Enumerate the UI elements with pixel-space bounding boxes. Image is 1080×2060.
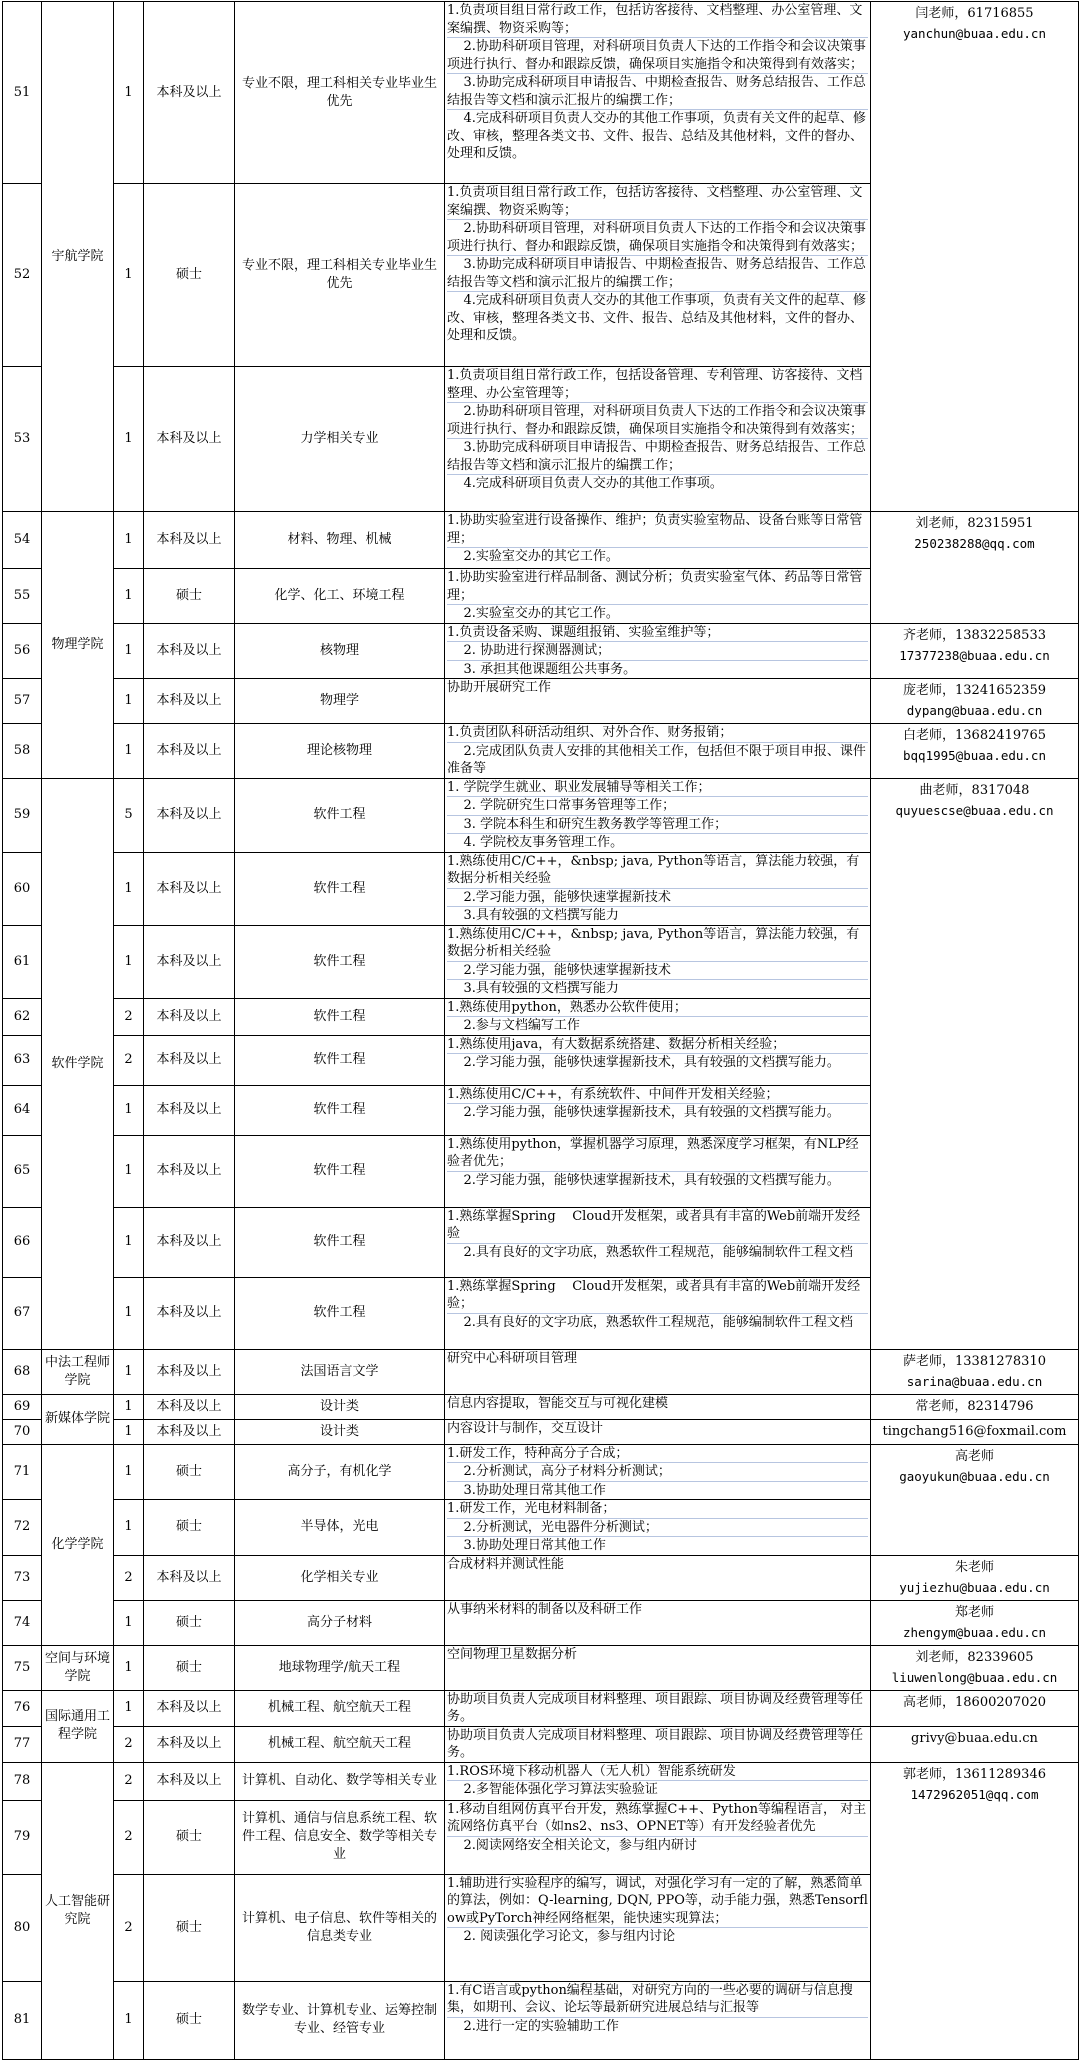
headcount-cell: 1 [114, 679, 144, 724]
contact-line: dypang@buaa.edu.cn [906, 703, 1043, 718]
table-row [3, 679, 1079, 724]
education-cell: 本科及以上 [144, 1394, 235, 1419]
major-cell: 专业不限，理工科相关专业毕业生优先 [235, 184, 445, 367]
duties-cell [445, 367, 871, 512]
row-number: 59 [3, 778, 42, 852]
major-cell: 软件工程 [235, 925, 445, 998]
department-cell: 国际通用工程学院 [42, 1690, 114, 1762]
contact-line: 庞老师，13241652359 [903, 683, 1046, 698]
major-cell: 高分子，有机化学 [235, 1444, 445, 1500]
duties-cell [445, 998, 871, 1035]
education-cell: 本科及以上 [144, 2, 235, 184]
headcount-cell: 2 [114, 1762, 144, 1800]
contact-cell [871, 1690, 1079, 1726]
education-cell: 本科及以上 [144, 679, 235, 724]
contact-cell [871, 2, 1079, 512]
headcount-cell: 2 [114, 1800, 144, 1874]
duties-cell [445, 1981, 871, 2059]
major-cell: 半导体，光电 [235, 1500, 445, 1556]
department-cell: 新媒体学院 [42, 1394, 114, 1444]
education-cell: 硕士 [144, 1444, 235, 1500]
headcount-cell: 1 [114, 512, 144, 569]
major-cell: 材料、物理、机械 [235, 512, 445, 569]
contact-line: 齐老师，13832258533 [903, 627, 1046, 643]
major-cell: 设计类 [235, 1394, 445, 1419]
contact-line: gaoyukun@buaa.edu.cn [899, 1468, 1050, 1484]
duty-line: 2.学习能力强，能够快速掌握新技术，具有较强的文档撰写能力。 [447, 1105, 840, 1120]
education-cell: 本科及以上 [144, 623, 235, 679]
duty-line: 协助项目负责人完成项目材料整理、项目跟踪、项目协调及经费管理等任务。 [447, 1691, 864, 1724]
headcount-cell: 5 [114, 778, 144, 852]
duty-line: 2.协助科研项目管理，对科研项目负责人下达的工作指令和会议决策事项进行执行、督办和跟踪反馈，确保项目实施指令和决策得到有效落实； [447, 220, 868, 256]
row-number: 58 [3, 724, 42, 779]
duty-line: 2.完成团队负责人安排的其他相关工作，包括但不限于项目申报、课件准备等 [447, 743, 866, 776]
duty-line: 1.熟练使用C/C++，&nbsp; java, Python等语言，算法能力较强，有数据分析相关经验 [447, 853, 868, 889]
duties-cell [445, 1762, 871, 1800]
duty-line: 1.负责项目组日常行政工作，包括访客接待、文档整理、办公室管理、文案编撰、物资采购等； [447, 2, 868, 38]
duty-line: 3.协助处理日常其他工作 [447, 1482, 606, 1498]
education-cell: 本科及以上 [144, 1349, 235, 1394]
contact-line: quyuescse@buaa.edu.cn [895, 802, 1054, 818]
contact-cell [871, 512, 1079, 624]
duties-cell [445, 1394, 871, 1419]
duty-line: 1.负责项目组日常行政工作，包括设备管理、专利管理、访客接待、文档整理、办公室管理等； [447, 367, 868, 403]
duty-line: 3. 承担其他课题组公共事务。 [447, 661, 637, 677]
table-row [3, 1600, 1079, 1645]
headcount-cell: 1 [114, 1085, 144, 1135]
duty-line: 3.具有较强的文档撰写能力 [447, 908, 619, 923]
headcount-cell: 1 [114, 1600, 144, 1645]
headcount-cell: 1 [114, 184, 144, 367]
duties-cell [445, 1555, 871, 1600]
duties-cell [445, 1277, 871, 1349]
headcount-cell: 1 [114, 1349, 144, 1394]
row-number: 52 [3, 184, 42, 367]
duty-line: 1.研发工作，特种高分子合成； [447, 1445, 868, 1464]
headcount-cell: 1 [114, 1277, 144, 1349]
duty-line: 3.协助完成科研项目申请报告、中期检查报告、财务总结报告、工作总结报告等文档和演示汇报片的编撰工作； [447, 256, 868, 292]
row-number: 77 [3, 1726, 42, 1762]
row-number: 67 [3, 1277, 42, 1349]
duties-cell [445, 1645, 871, 1690]
major-cell: 软件工程 [235, 1085, 445, 1135]
contact-cell [871, 1600, 1079, 1645]
table-row [3, 778, 1079, 852]
row-number: 65 [3, 1135, 42, 1207]
duty-line: 3. 学院本科生和研究生教务教学等管理工作； [447, 816, 868, 835]
major-cell: 高分子材料 [235, 1600, 445, 1645]
duty-line: 2.参与文档编写工作 [447, 1018, 580, 1033]
row-number: 75 [3, 1645, 42, 1690]
row-number: 60 [3, 852, 42, 925]
row-number: 66 [3, 1207, 42, 1277]
table-row [3, 1349, 1079, 1394]
headcount-cell: 1 [114, 925, 144, 998]
duty-line: 2. 学院研究生口常事务管理等工作； [447, 797, 868, 816]
duty-line: 2.实验室交办的其它工作。 [447, 549, 619, 564]
major-cell: 理论核物理 [235, 724, 445, 779]
education-cell: 本科及以上 [144, 925, 235, 998]
duty-line: 3.协助处理日常其他工作 [447, 1538, 606, 1553]
duty-line: 4.完成科研项目负责人交办的其他工作事项，负责有关文件的起草、修改、审核，整理各类文书、文件、报告、总结及其他材料，文件的督办、处理和反馈。 [447, 293, 866, 343]
contact-cell [871, 623, 1079, 679]
contact-line: 刘老师，82315951 [915, 516, 1034, 531]
contact-line: 郭老师，13611289346 [903, 1766, 1046, 1782]
major-cell: 软件工程 [235, 998, 445, 1035]
table-row [3, 1726, 1079, 1762]
row-number: 56 [3, 623, 42, 679]
duties-cell [445, 1800, 871, 1874]
education-cell: 硕士 [144, 1500, 235, 1556]
headcount-cell: 1 [114, 852, 144, 925]
row-number: 62 [3, 998, 42, 1035]
major-cell: 软件工程 [235, 1035, 445, 1085]
department-cell: 中法工程师学院 [42, 1349, 114, 1394]
duty-line: 2.协助科研项目管理，对科研项目负责人下达的工作指令和会议决策事项进行执行、督办和跟踪反馈，确保项目实施指令和决策得到有效落实； [447, 403, 868, 439]
duties-cell [445, 1085, 871, 1135]
table-row [3, 1690, 1079, 1726]
duty-line: 1.有C语言或python编程基础，对研究方向的一些必要的调研与信息搜集，如期刊、会议、论坛等最新研究进展总结与汇报等 [447, 1982, 868, 2018]
contact-cell [871, 1444, 1079, 1555]
department-cell: 软件学院 [42, 778, 114, 1349]
row-number: 78 [3, 1762, 42, 1800]
duties-cell [445, 512, 871, 569]
duty-line: 2.具有良好的文字功底，熟悉软件工程规范，能够编制软件工程文档 [447, 1244, 853, 1260]
education-cell: 本科及以上 [144, 1419, 235, 1444]
contact-line: sarina@buaa.edu.cn [906, 1373, 1043, 1389]
major-cell: 核物理 [235, 623, 445, 679]
major-cell: 专业不限，理工科相关专业毕业生优先 [235, 2, 445, 184]
duties-cell [445, 1349, 871, 1394]
table-row [3, 512, 1079, 569]
contact-line: bqq1995@buaa.edu.cn [903, 748, 1046, 763]
education-cell: 硕士 [144, 1600, 235, 1645]
contact-cell [871, 778, 1079, 1349]
education-cell: 本科及以上 [144, 852, 235, 925]
duty-line: 2.协助科研项目管理，对科研项目负责人下达的工作指令和会议决策事项进行执行、督办和跟踪反馈，确保项目实施指令和决策得到有效落实； [447, 38, 868, 74]
headcount-cell: 1 [114, 1981, 144, 2059]
row-number: 73 [3, 1555, 42, 1600]
headcount-cell: 1 [114, 1500, 144, 1556]
duties-cell [445, 1874, 871, 1981]
duties-cell [445, 1135, 871, 1207]
duty-line: 2.进行一定的实验辅助工作 [447, 2018, 619, 2034]
contact-line: grivy@buaa.edu.cn [911, 1730, 1038, 1746]
row-number: 72 [3, 1500, 42, 1556]
duty-line: 4. 学院校友事务管理工作。 [447, 835, 624, 850]
department-cell: 物理学院 [42, 512, 114, 779]
duty-line: 1.熟练使用C/C++，&nbsp; java, Python等语言，算法能力较强，有数据分析相关经验 [447, 926, 868, 962]
row-number: 74 [3, 1600, 42, 1645]
duties-cell [445, 184, 871, 367]
duties-cell [445, 569, 871, 624]
headcount-cell: 1 [114, 1135, 144, 1207]
major-cell: 计算机、自动化、数学等相关专业 [235, 1762, 445, 1800]
contact-cell [871, 1762, 1079, 2059]
duty-line: 2. 协助进行探测器测试； [447, 642, 868, 661]
department-cell: 人工智能研究院 [42, 1762, 114, 2059]
duty-line: 4.完成科研项目负责人交办的其他工作事项，负责有关文件的起草、修改、审核，整理各类文书、文件、报告、总结及其他材料，文件的督办、处理和反馈。 [447, 111, 866, 161]
duties-cell [445, 679, 871, 724]
contact-line: 萨老师，13381278310 [903, 1353, 1046, 1369]
row-number: 54 [3, 512, 42, 569]
duty-line: 研究中心科研项目管理 [447, 1350, 578, 1366]
duty-line: 2. 阅读强化学习论文，参与组内讨论 [447, 1929, 676, 1944]
major-cell: 计算机、通信与信息系统工程、软件工程、信息安全、数学等相关专业 [235, 1800, 445, 1874]
duties-cell [445, 1600, 871, 1645]
duty-line: 2.分析测试，高分子材料分析测试； [447, 1463, 868, 1482]
contact-line: 闫老师，61716855 [915, 6, 1034, 21]
table-row [3, 1394, 1079, 1419]
headcount-cell: 1 [114, 1645, 144, 1690]
duties-cell [445, 1444, 871, 1500]
duty-line: 2.学习能力强，能够快速掌握新技术，具有较强的文档撰写能力。 [447, 1172, 840, 1188]
table-row [3, 1555, 1079, 1600]
education-cell: 硕士 [144, 1981, 235, 2059]
education-cell: 本科及以上 [144, 1762, 235, 1800]
contact-cell [871, 724, 1079, 779]
major-cell: 软件工程 [235, 778, 445, 852]
education-cell: 本科及以上 [144, 778, 235, 852]
contact-cell [871, 1349, 1079, 1394]
contact-cell [871, 1726, 1079, 1762]
duties-cell [445, 1690, 871, 1726]
education-cell: 硕士 [144, 569, 235, 624]
row-number: 57 [3, 679, 42, 724]
duty-line: 从事纳米材料的制备以及科研工作 [447, 1601, 643, 1617]
row-number: 80 [3, 1874, 42, 1981]
education-cell: 本科及以上 [144, 1207, 235, 1277]
major-cell: 力学相关专业 [235, 367, 445, 512]
duty-line: 1.协助实验室进行设备操作、维护；负责实验室物品、设备台账等日常管理； [447, 512, 868, 548]
education-cell: 本科及以上 [144, 1690, 235, 1726]
duties-cell [445, 778, 871, 852]
major-cell: 软件工程 [235, 1277, 445, 1349]
contact-line: 白老师，13682419765 [903, 728, 1046, 743]
duties-cell [445, 1500, 871, 1556]
education-cell: 本科及以上 [144, 1085, 235, 1135]
duty-line: 空间物理卫星数据分析 [447, 1646, 578, 1662]
contact-line: 曲老师，8317048 [919, 782, 1030, 798]
row-number: 71 [3, 1444, 42, 1500]
duties-cell [445, 1726, 871, 1762]
headcount-cell: 1 [114, 1207, 144, 1277]
contact-cell [871, 679, 1079, 724]
contact-cell [871, 1645, 1079, 1690]
contact-line: 高老师 [954, 1448, 994, 1464]
duties-cell [445, 1207, 871, 1277]
table-row [3, 1645, 1079, 1690]
headcount-cell: 2 [114, 998, 144, 1035]
major-cell: 软件工程 [235, 852, 445, 925]
education-cell: 本科及以上 [144, 1277, 235, 1349]
major-cell: 软件工程 [235, 1207, 445, 1277]
major-cell: 化学相关专业 [235, 1555, 445, 1600]
duty-line: 1.熟练使用python，掌握机器学习原理，熟悉深度学习框架，有NLP经验者优先； [447, 1136, 868, 1172]
education-cell: 硕士 [144, 1874, 235, 1981]
duty-line: 2.学习能力强，能够快速掌握新技术 [447, 889, 868, 908]
row-number: 68 [3, 1349, 42, 1394]
headcount-cell: 2 [114, 1874, 144, 1981]
duty-line: 1.负责团队科研活动组织、对外合作、财务报销； [447, 724, 868, 743]
contact-line: yujiezhu@buaa.edu.cn [899, 1579, 1050, 1595]
major-cell: 机械工程、航空航天工程 [235, 1690, 445, 1726]
contact-line: 高老师，18600207020 [903, 1694, 1046, 1710]
duty-line: 2.阅读网络安全相关论文，参与组内研讨 [447, 1837, 697, 1853]
major-cell: 化学、化工、环境工程 [235, 569, 445, 624]
duty-line: 1.负责项目组日常行政工作，包括访客接待、文档整理、办公室管理、文案编撰、物资采购等； [447, 184, 868, 220]
education-cell: 本科及以上 [144, 1035, 235, 1085]
table-row [3, 724, 1079, 779]
table-row [3, 623, 1079, 679]
department-cell: 宇航学院 [42, 2, 114, 512]
duties-cell [445, 2, 871, 184]
contact-line: tingchang516@foxmail.com [882, 1423, 1067, 1439]
headcount-cell: 1 [114, 1419, 144, 1444]
duty-line: 1.熟练使用python，熟悉办公软件使用； [447, 999, 868, 1018]
duty-line: 合成材料并测试性能 [447, 1556, 565, 1572]
duty-line: 1.移动自组网仿真平台开发，熟练掌握C++、Python等编程语言， 对主流网络仿真平台（如ns2、ns3、OPNET等）有开发经验者优先 [447, 1801, 868, 1837]
duty-line: 3.协助完成科研项目申请报告、中期检查报告、财务总结报告、工作总结报告等文档和演示汇报片的编撰工作； [447, 74, 868, 110]
duty-line: 2.学习能力强，能够快速掌握新技术，具有较强的文档撰写能力。 [447, 1055, 840, 1070]
education-cell: 本科及以上 [144, 998, 235, 1035]
education-cell: 本科及以上 [144, 367, 235, 512]
major-cell: 地球物理学/航天工程 [235, 1645, 445, 1690]
major-cell: 数学专业、计算机专业、运筹控制专业、经管专业 [235, 1981, 445, 2059]
duty-line: 1.协助实验室进行样品制备、测试分析；负责实验室气体、药品等日常管理； [447, 569, 868, 605]
education-cell: 本科及以上 [144, 724, 235, 779]
major-cell: 计算机、电子信息、软件等相关的信息类专业 [235, 1874, 445, 1981]
table-row [3, 1444, 1079, 1500]
row-number: 64 [3, 1085, 42, 1135]
duty-line: 协助开展研究工作 [447, 680, 552, 695]
duty-line: 2.多智能体强化学习算法实验验证 [447, 1782, 658, 1797]
headcount-cell: 1 [114, 623, 144, 679]
duty-line: 1.熟练掌握Spring Cloud开发框架，或者具有丰富的Web前端开发经验 [447, 1208, 868, 1244]
duty-line: 1.熟练掌握Spring Cloud开发框架，或者具有丰富的Web前端开发经验； [447, 1278, 868, 1314]
education-cell: 硕士 [144, 1800, 235, 1874]
department-cell: 空间与环境学院 [42, 1645, 114, 1690]
major-cell: 法国语言文学 [235, 1349, 445, 1394]
table-row [3, 1762, 1079, 1800]
duty-line: 3.协助完成科研项目申请报告、中期检查报告、财务总结报告、工作总结报告等文档和演示汇报片的编撰工作； [447, 439, 868, 475]
duty-line: 1.ROS环境下移动机器人（无人机）智能系统研发 [447, 1763, 868, 1782]
education-cell: 硕士 [144, 184, 235, 367]
contact-cell [871, 1555, 1079, 1600]
major-cell: 机械工程、航空航天工程 [235, 1726, 445, 1762]
duties-cell [445, 1035, 871, 1085]
headcount-cell: 1 [114, 569, 144, 624]
headcount-cell: 1 [114, 1394, 144, 1419]
row-number: 70 [3, 1419, 42, 1444]
headcount-cell: 1 [114, 1690, 144, 1726]
duties-cell [445, 852, 871, 925]
contact-line: 刘老师，82339605 [915, 1649, 1034, 1665]
headcount-cell: 1 [114, 367, 144, 512]
duty-line: 协助项目负责人完成项目材料整理、项目跟踪、项目协调及经费管理等任务。 [447, 1727, 864, 1760]
contact-line: 常老师，82314796 [915, 1398, 1034, 1414]
contact-line: 17377238@buaa.edu.cn [899, 647, 1050, 663]
education-cell: 本科及以上 [144, 1135, 235, 1207]
table-row [3, 2, 1079, 184]
row-number: 79 [3, 1800, 42, 1874]
table-row [3, 1419, 1079, 1444]
education-cell: 本科及以上 [144, 1555, 235, 1600]
duty-line: 2.具有良好的文字功底，熟悉软件工程规范，能够编制软件工程文档 [447, 1314, 853, 1330]
duty-line: 4.完成科研项目负责人交办的其他工作事项。 [447, 476, 723, 491]
contact-line: zhengym@buaa.edu.cn [903, 1624, 1046, 1640]
contact-line: 郑老师 [954, 1604, 994, 1620]
major-cell: 软件工程 [235, 1135, 445, 1207]
duties-cell [445, 623, 871, 679]
duty-line: 1.熟练使用C/C++，有系统软件、中间件开发相关经验； [447, 1086, 868, 1105]
headcount-cell: 1 [114, 724, 144, 779]
job-table [2, 1, 1079, 2060]
row-number: 61 [3, 925, 42, 998]
contact-line: 朱老师 [954, 1559, 994, 1575]
contact-line: liuwenlong@buaa.edu.cn [891, 1669, 1058, 1685]
row-number: 53 [3, 367, 42, 512]
duty-line: 2.分析测试，光电器件分析测试； [447, 1519, 868, 1538]
major-cell: 设计类 [235, 1419, 445, 1444]
duty-line: 2.学习能力强，能够快速掌握新技术 [447, 962, 868, 981]
row-number: 63 [3, 1035, 42, 1085]
duties-cell [445, 724, 871, 779]
duty-line: 信息内容提取，智能交互与可视化建模 [447, 1395, 669, 1411]
duties-cell [445, 1419, 871, 1444]
headcount-cell: 1 [114, 2, 144, 184]
contact-cell [871, 1419, 1079, 1444]
row-number: 76 [3, 1690, 42, 1726]
headcount-cell: 2 [114, 1555, 144, 1600]
education-cell: 本科及以上 [144, 512, 235, 569]
duty-line: 1.研发工作，光电材料制备； [447, 1500, 868, 1519]
headcount-cell: 2 [114, 1035, 144, 1085]
duty-line: 1.辅助进行实验程序的编写，调试，对强化学习有一定的了解，熟悉简单的算法，例如：Q-learning, DQN, PPO等，动手能力强，熟悉Tensorflow或PyTorch神经网络框架，能快速实现算法； [447, 1875, 868, 1929]
education-cell: 本科及以上 [144, 1726, 235, 1762]
duty-line: 内容设计与制作，交互设计 [447, 1420, 604, 1436]
headcount-cell: 1 [114, 1444, 144, 1500]
row-number: 81 [3, 1981, 42, 2059]
department-cell: 化学学院 [42, 1444, 114, 1645]
duty-line: 1.熟练使用java，有大数据系统搭建、数据分析相关经验； [447, 1036, 868, 1055]
duty-line: 2.实验室交办的其它工作。 [447, 606, 619, 621]
row-number: 55 [3, 569, 42, 624]
duty-line: 3.具有较强的文档撰写能力 [447, 981, 619, 996]
contact-cell [871, 1394, 1079, 1419]
contact-line: 250238288@qq.com [914, 536, 1035, 551]
contact-line: yanchun@buaa.edu.cn [903, 26, 1046, 41]
duties-cell [445, 925, 871, 998]
duty-line: 1. 学院学生就业、职业发展辅导等相关工作； [447, 779, 868, 798]
education-cell: 硕士 [144, 1645, 235, 1690]
major-cell: 物理学 [235, 679, 445, 724]
duty-line: 1.负责设备采购、课题组报销、实验室维护等； [447, 624, 868, 643]
row-number: 69 [3, 1394, 42, 1419]
contact-line: 1472962051@qq.com [910, 1786, 1039, 1802]
headcount-cell: 2 [114, 1726, 144, 1762]
row-number: 51 [3, 2, 42, 184]
